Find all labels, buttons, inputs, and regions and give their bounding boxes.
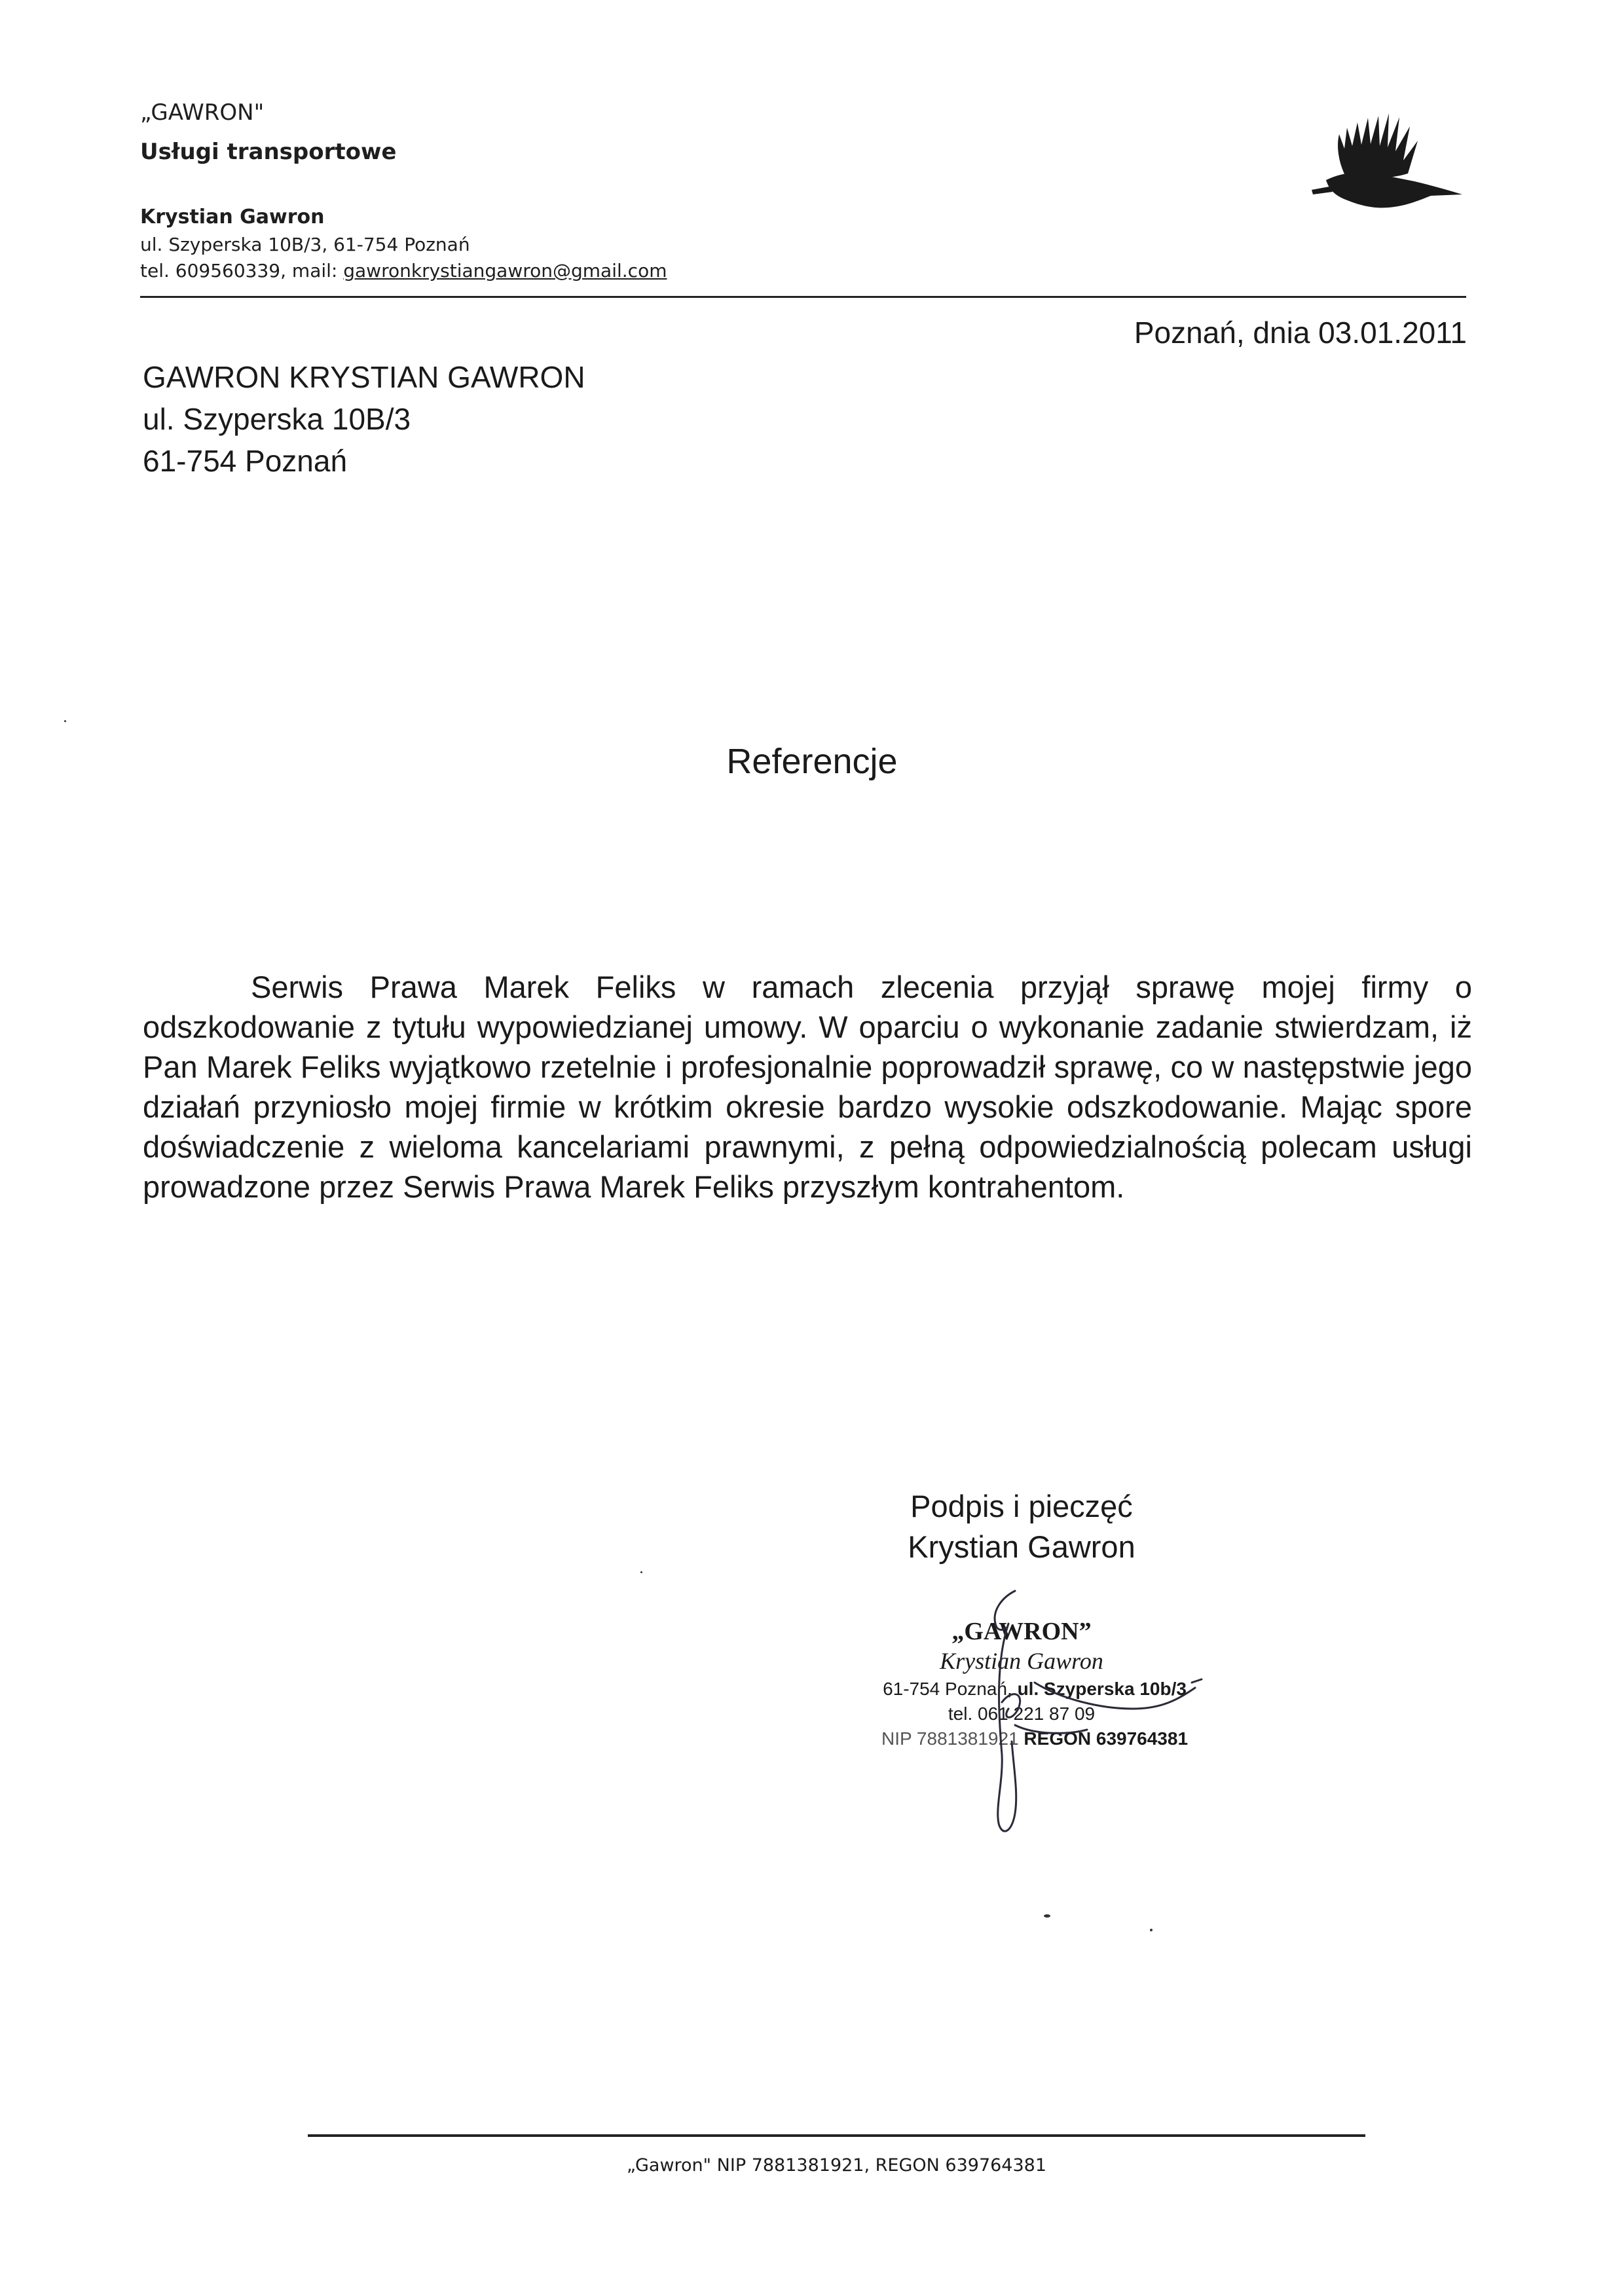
letter-body: Serwis Prawa Marek Feliks w ramach zlecenia przyjął sprawę mojej firmy o odszkodowanie z tytułu wypowiedzianej umowy. W oparciu o wykonanie zadanie stwierdzam, iż Pan Marek Feliks wyjątkowo rzetelnie i profesjonalnie poprowadził sprawę, co w następstwie jego działań przyniosło mojej firmie w krótkim okresie bardzo wysokie odszkodowanie. Mając spore doświadczenie z wieloma kancelariami prawnymi, z pełną odpowiedzialnością polecam usługi prowadzone przez Serwis Prawa Marek Feliks przyszłym kontrahentom. [143,970,1472,1204]
letterhead-divider [140,296,1466,298]
stamp-address-street: ul. Szyperska 10b/3 [1017,1679,1187,1699]
handwritten-signature [904,1584,1244,1859]
scan-speck [1150,1929,1153,1931]
footer-text: „Gawron" NIP 7881381921, REGON 639764381 [626,2155,1047,2176]
crow-logo-icon [1300,108,1464,226]
letterhead-address: ul. Szyperska 10B/3, 61-754 Poznań [140,234,470,255]
recipient-name: GAWRON KRYSTIAN GAWRON [143,360,585,394]
letterhead-owner: Krystian Gawron [140,206,325,228]
stamp-regon: REGON 639764381 [1024,1728,1189,1749]
letterhead-contact [140,259,667,283]
letterhead-email[interactable]: gawronkrystiangawron@gmail.com [343,260,667,282]
recipient-city: 61-754 Poznań [143,444,348,478]
scan-speck [64,720,66,722]
letterhead-company: „GAWRON" [140,100,265,126]
scan-speck [1044,1914,1050,1918]
letterhead-phone: tel. 609560339, mail: [140,260,344,282]
document-title: Referencje [726,742,898,781]
recipient-block [143,356,585,482]
footer-divider [308,2134,1365,2137]
scan-speck [640,1571,642,1573]
stamp-address-city: 61-754 Poznań, [883,1679,1018,1699]
stamp-nip: NIP 7881381921 [881,1728,1024,1749]
stamp-person: Krystian Gawron [940,1648,1103,1674]
signature-name: Krystian Gawron [908,1529,1135,1564]
letter-date: Poznań, dnia 03.01.2011 [1134,316,1467,350]
stamp-company: „GAWRON” [951,1618,1092,1645]
recipient-street: ul. Szyperska 10B/3 [143,402,411,436]
signature-label: Podpis i pieczęć [910,1489,1133,1523]
stamp-phone: tel. 061 221 87 09 [948,1704,1096,1724]
letterhead-subtitle: Usługi transportowe [140,139,397,165]
signature-label-block [877,1486,1166,1567]
